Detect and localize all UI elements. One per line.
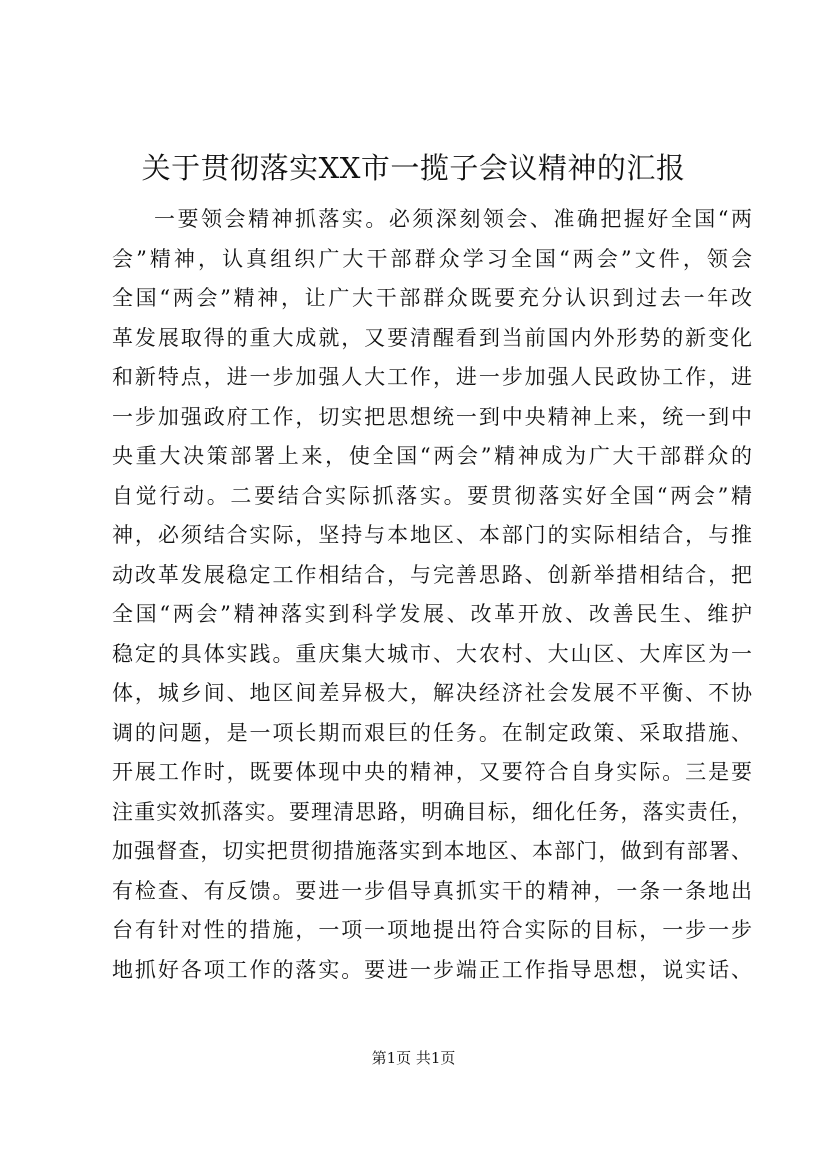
body-line: 自觉行动。二要结合实际抓落实。要贯彻落实好全国“两会”精 [112,483,752,508]
body-line: 和新特点，进一步加强人大工作，进一步加强人民政协工作，进 [112,365,752,389]
body-line: 动改革发展稳定工作相结合，与完善思路、创新举措相结合，把 [112,562,752,587]
body-line: 全国“两会”精神，让广大干部群众既要充分认识到过去一年改 [112,286,752,310]
document-title: 关于贯彻落实XX市一揽子会议精神的汇报 [141,151,686,185]
body-line: 会”精神，认真组织广大干部群众学习全国“两会”文件，领会 [112,246,752,271]
body-line: 有检查、有反馈。要进一步倡导真抓实干的精神，一条一条地出 [112,878,752,903]
page-footer: 第1页 共1页 [371,1049,456,1067]
document-body [112,200,752,990]
body-line: 体，城乡间、地区间差异极大，解决经济社会发展不平衡、不协 [112,681,752,705]
body-line: 全国“两会”精神落实到科学发展、改革开放、改善民生、维护 [112,602,752,626]
body-line: 革发展取得的重大成就，又要清醒看到当前国内外形势的新变化 [112,325,752,350]
body-line: 一要领会精神抓落实。必须深刻领会、准确把握好全国“两 [154,207,752,231]
body-line: 开展工作时，既要体现中央的精神，又要符合自身实际。三是要 [112,760,752,784]
body-line: 台有针对性的措施，一项一项地提出符合实际的目标，一步一步 [112,918,752,942]
body-line: 地抓好各项工作的落实。要进一步端正工作指导思想，说实话、 [112,957,752,982]
body-line: 神，必须结合实际，坚持与本地区、本部门的实际相结合，与推 [112,523,752,547]
body-line: 一步加强政府工作，切实把思想统一到中央精神上来，统一到中 [112,404,752,429]
body-line: 调的问题，是一项长期而艰巨的任务。在制定政策、采取措施、 [112,720,752,745]
body-line: 稳定的具体实践。重庆集大城市、大农村、大山区、大库区为一 [112,641,752,666]
body-line: 央重大决策部署上来，使全国“两会”精神成为广大干部群众的 [112,444,752,468]
body-line: 加强督查，切实把贯彻措施落实到本地区、本部门，做到有部署、 [112,839,752,863]
body-line: 注重实效抓落实。要理清思路，明确目标，细化任务，落实责任， [112,799,752,824]
